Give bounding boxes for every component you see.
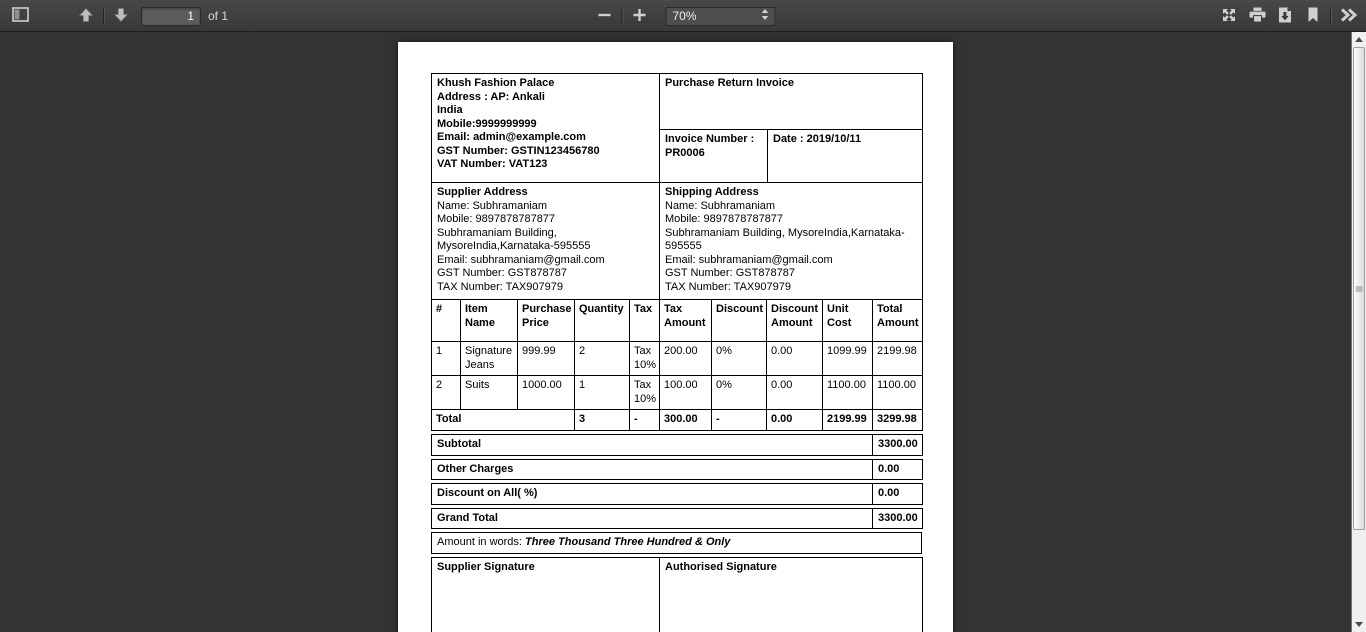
shipping-address-line: Subhramaniam Building, MysoreIndia,Karnataka- [665, 226, 905, 239]
supplier-address-title: Supplier Address [437, 186, 528, 198]
supplier-signature-cell: Supplier Signature [432, 557, 660, 632]
item-name: Signature Jeans [461, 342, 518, 376]
bookmark-icon [1307, 7, 1319, 26]
sidebar-toggle-icon [12, 7, 29, 25]
shipping-address-cell [660, 183, 923, 300]
supplier-address-line: Subhramaniam Building, [437, 226, 557, 239]
previous-page-button[interactable] [72, 3, 100, 29]
col-header-index: # [432, 300, 461, 342]
company-vat-number: VAT Number: VAT123 [437, 158, 548, 171]
invoice-document [398, 42, 953, 632]
company-name: Khush Fashion Palace [437, 77, 555, 89]
total-discount-amount: 0.00 [767, 410, 823, 431]
page-count-label: of 1 [208, 9, 229, 23]
amount-in-words-value: Three Thousand Three Hundred & Only [525, 536, 731, 549]
subtotal-label: Subtotal [432, 435, 873, 456]
items-header-row [432, 300, 923, 342]
supplier-tax-number: TAX Number: TAX907979 [437, 280, 563, 293]
select-spinner-icon [762, 7, 769, 25]
item-total-amount: 1100.00 [873, 376, 923, 410]
item-name: Suits [461, 376, 518, 410]
pdf-toolbar [0, 0, 1366, 32]
col-header-discount-amount: Discount Amount [767, 300, 823, 342]
page-scroll-area [0, 32, 1351, 632]
total-discount: - [712, 410, 767, 431]
company-country: India [437, 104, 463, 117]
item-tax: Tax 10% [630, 376, 660, 410]
item-row [432, 342, 923, 376]
pdf-page [398, 42, 953, 632]
print-icon [1249, 7, 1266, 26]
items-total-row [432, 410, 923, 431]
col-header-purchase-price: Purchase Price [518, 300, 575, 342]
scroll-up-icon [1355, 37, 1363, 42]
shipping-address-line: 595555 [665, 240, 702, 253]
supplier-address-line: MysoreIndia,Karnataka-595555 [437, 240, 591, 253]
discount-on-all-row [431, 483, 923, 505]
item-tax: Tax 10% [630, 342, 660, 376]
scrollbar-thumb[interactable] [1353, 47, 1365, 530]
discount-on-all-label: Discount on All( %) [432, 484, 873, 505]
other-charges-row [431, 459, 923, 481]
more-tools-button[interactable] [1334, 3, 1362, 29]
plus-icon [632, 7, 648, 26]
download-icon [1278, 7, 1292, 26]
shipping-mobile: Mobile: 9897878787877 [665, 213, 784, 226]
scrollbar-down-button[interactable] [1352, 617, 1366, 632]
zoom-in-button[interactable] [626, 3, 654, 29]
items-table [431, 299, 923, 431]
col-header-quantity: Quantity [575, 300, 630, 342]
item-tax-amount: 200.00 [660, 342, 712, 376]
subtotal-value: 3300.00 [873, 435, 923, 456]
scroll-down-icon [1355, 622, 1363, 627]
toolbar-left-group [6, 0, 228, 32]
toolbar-right-group [1215, 0, 1362, 32]
item-purchase-price: 1000.00 [518, 376, 575, 410]
supplier-mobile: Mobile: 9897878787877 [437, 213, 556, 226]
col-header-tax-amount: Tax Amount [660, 300, 712, 342]
item-index: 2 [432, 376, 461, 410]
vertical-scrollbar[interactable] [1351, 32, 1366, 632]
zoom-level-value: 70% [672, 9, 697, 23]
other-charges-label: Other Charges [432, 459, 873, 480]
scrollbar-up-button[interactable] [1352, 32, 1366, 47]
supplier-name: Name: Subhramaniam [437, 199, 548, 212]
item-discount: 0% [712, 342, 767, 376]
shipping-tax-number: TAX Number: TAX907979 [665, 280, 791, 293]
download-button[interactable] [1271, 3, 1299, 29]
minus-icon [597, 7, 613, 26]
zoom-out-button[interactable] [591, 3, 619, 29]
scrollbar-grip-icon [1356, 285, 1363, 292]
authorised-signature-cell: Authorised Signature [660, 557, 923, 632]
total-amount: 3299.98 [873, 410, 923, 431]
print-button[interactable] [1243, 3, 1271, 29]
toolbar-divider [622, 8, 623, 24]
item-index: 1 [432, 342, 461, 376]
invoice-header-table [431, 73, 923, 183]
item-unit-cost: 1100.00 [823, 376, 873, 410]
item-purchase-price: 999.99 [518, 342, 575, 376]
item-row [432, 376, 923, 410]
item-unit-cost: 1099.99 [823, 342, 873, 376]
item-tax-amount: 100.00 [660, 376, 712, 410]
zoom-level-select[interactable] [666, 7, 776, 26]
company-mobile: Mobile:9999999999 [437, 117, 537, 130]
sidebar-toggle-button[interactable] [6, 3, 34, 29]
invoice-title: Purchase Return Invoice [660, 74, 923, 130]
amount-in-words-label: Amount in words: [437, 536, 522, 549]
company-email: Email: admin@example.com [437, 131, 586, 144]
item-quantity: 2 [575, 342, 630, 376]
supplier-email: Email: subhramaniam@gmail.com [437, 253, 605, 266]
arrow-up-icon [78, 7, 94, 26]
col-header-discount: Discount [712, 300, 767, 342]
company-info-cell [432, 74, 660, 183]
arrow-down-icon [113, 7, 129, 26]
addresses-table [431, 182, 923, 300]
invoice-date: Date : 2019/10/11 [768, 130, 923, 183]
bookmark-button[interactable] [1299, 3, 1327, 29]
toolbar-divider [1330, 8, 1331, 24]
total-tax: - [630, 410, 660, 431]
company-gst-number: GST Number: GSTIN123456780 [437, 144, 600, 157]
company-address-line: Address : AP: Ankali [437, 90, 545, 103]
item-discount: 0% [712, 376, 767, 410]
total-quantity: 3 [575, 410, 630, 431]
grand-total-label: Grand Total [432, 508, 873, 529]
grand-total-value: 3300.00 [873, 508, 923, 529]
chevron-double-right-icon [1339, 7, 1358, 26]
total-unit-cost: 2199.99 [823, 410, 873, 431]
toolbar-divider [103, 8, 104, 24]
other-charges-value: 0.00 [873, 459, 923, 480]
item-discount-amount: 0.00 [767, 376, 823, 410]
supplier-address-cell [432, 183, 660, 300]
toolbar-center-group [591, 0, 776, 32]
pdf-viewer-area [0, 32, 1366, 632]
page-number-input[interactable] [141, 7, 201, 26]
presentation-mode-button[interactable] [1215, 3, 1243, 29]
amount-in-words-cell [432, 533, 922, 554]
col-header-total-amount: Total Amount [873, 300, 923, 342]
item-discount-amount: 0.00 [767, 342, 823, 376]
grand-total-row [431, 508, 923, 530]
discount-on-all-value: 0.00 [873, 484, 923, 505]
col-header-item-name: Item Name [461, 300, 518, 342]
invoice-number: Invoice Number : PR0006 [660, 130, 768, 183]
item-quantity: 1 [575, 376, 630, 410]
shipping-name: Name: Subhramaniam [665, 199, 776, 212]
subtotal-row [431, 434, 923, 456]
shipping-email: Email: subhramaniam@gmail.com [665, 253, 833, 266]
shipping-address-title: Shipping Address [665, 186, 759, 198]
total-tax-amount: 300.00 [660, 410, 712, 431]
shipping-gst-number: GST Number: GST878787 [665, 267, 796, 280]
amount-in-words-row [431, 532, 922, 554]
next-page-button[interactable] [107, 3, 135, 29]
total-label: Total [432, 410, 575, 431]
supplier-gst-number: GST Number: GST878787 [437, 267, 568, 280]
col-header-tax: Tax [630, 300, 660, 342]
item-total-amount: 2199.98 [873, 342, 923, 376]
col-header-unit-cost: Unit Cost [823, 300, 873, 342]
fullscreen-expand-icon [1221, 7, 1237, 26]
signatures-table [431, 557, 923, 632]
